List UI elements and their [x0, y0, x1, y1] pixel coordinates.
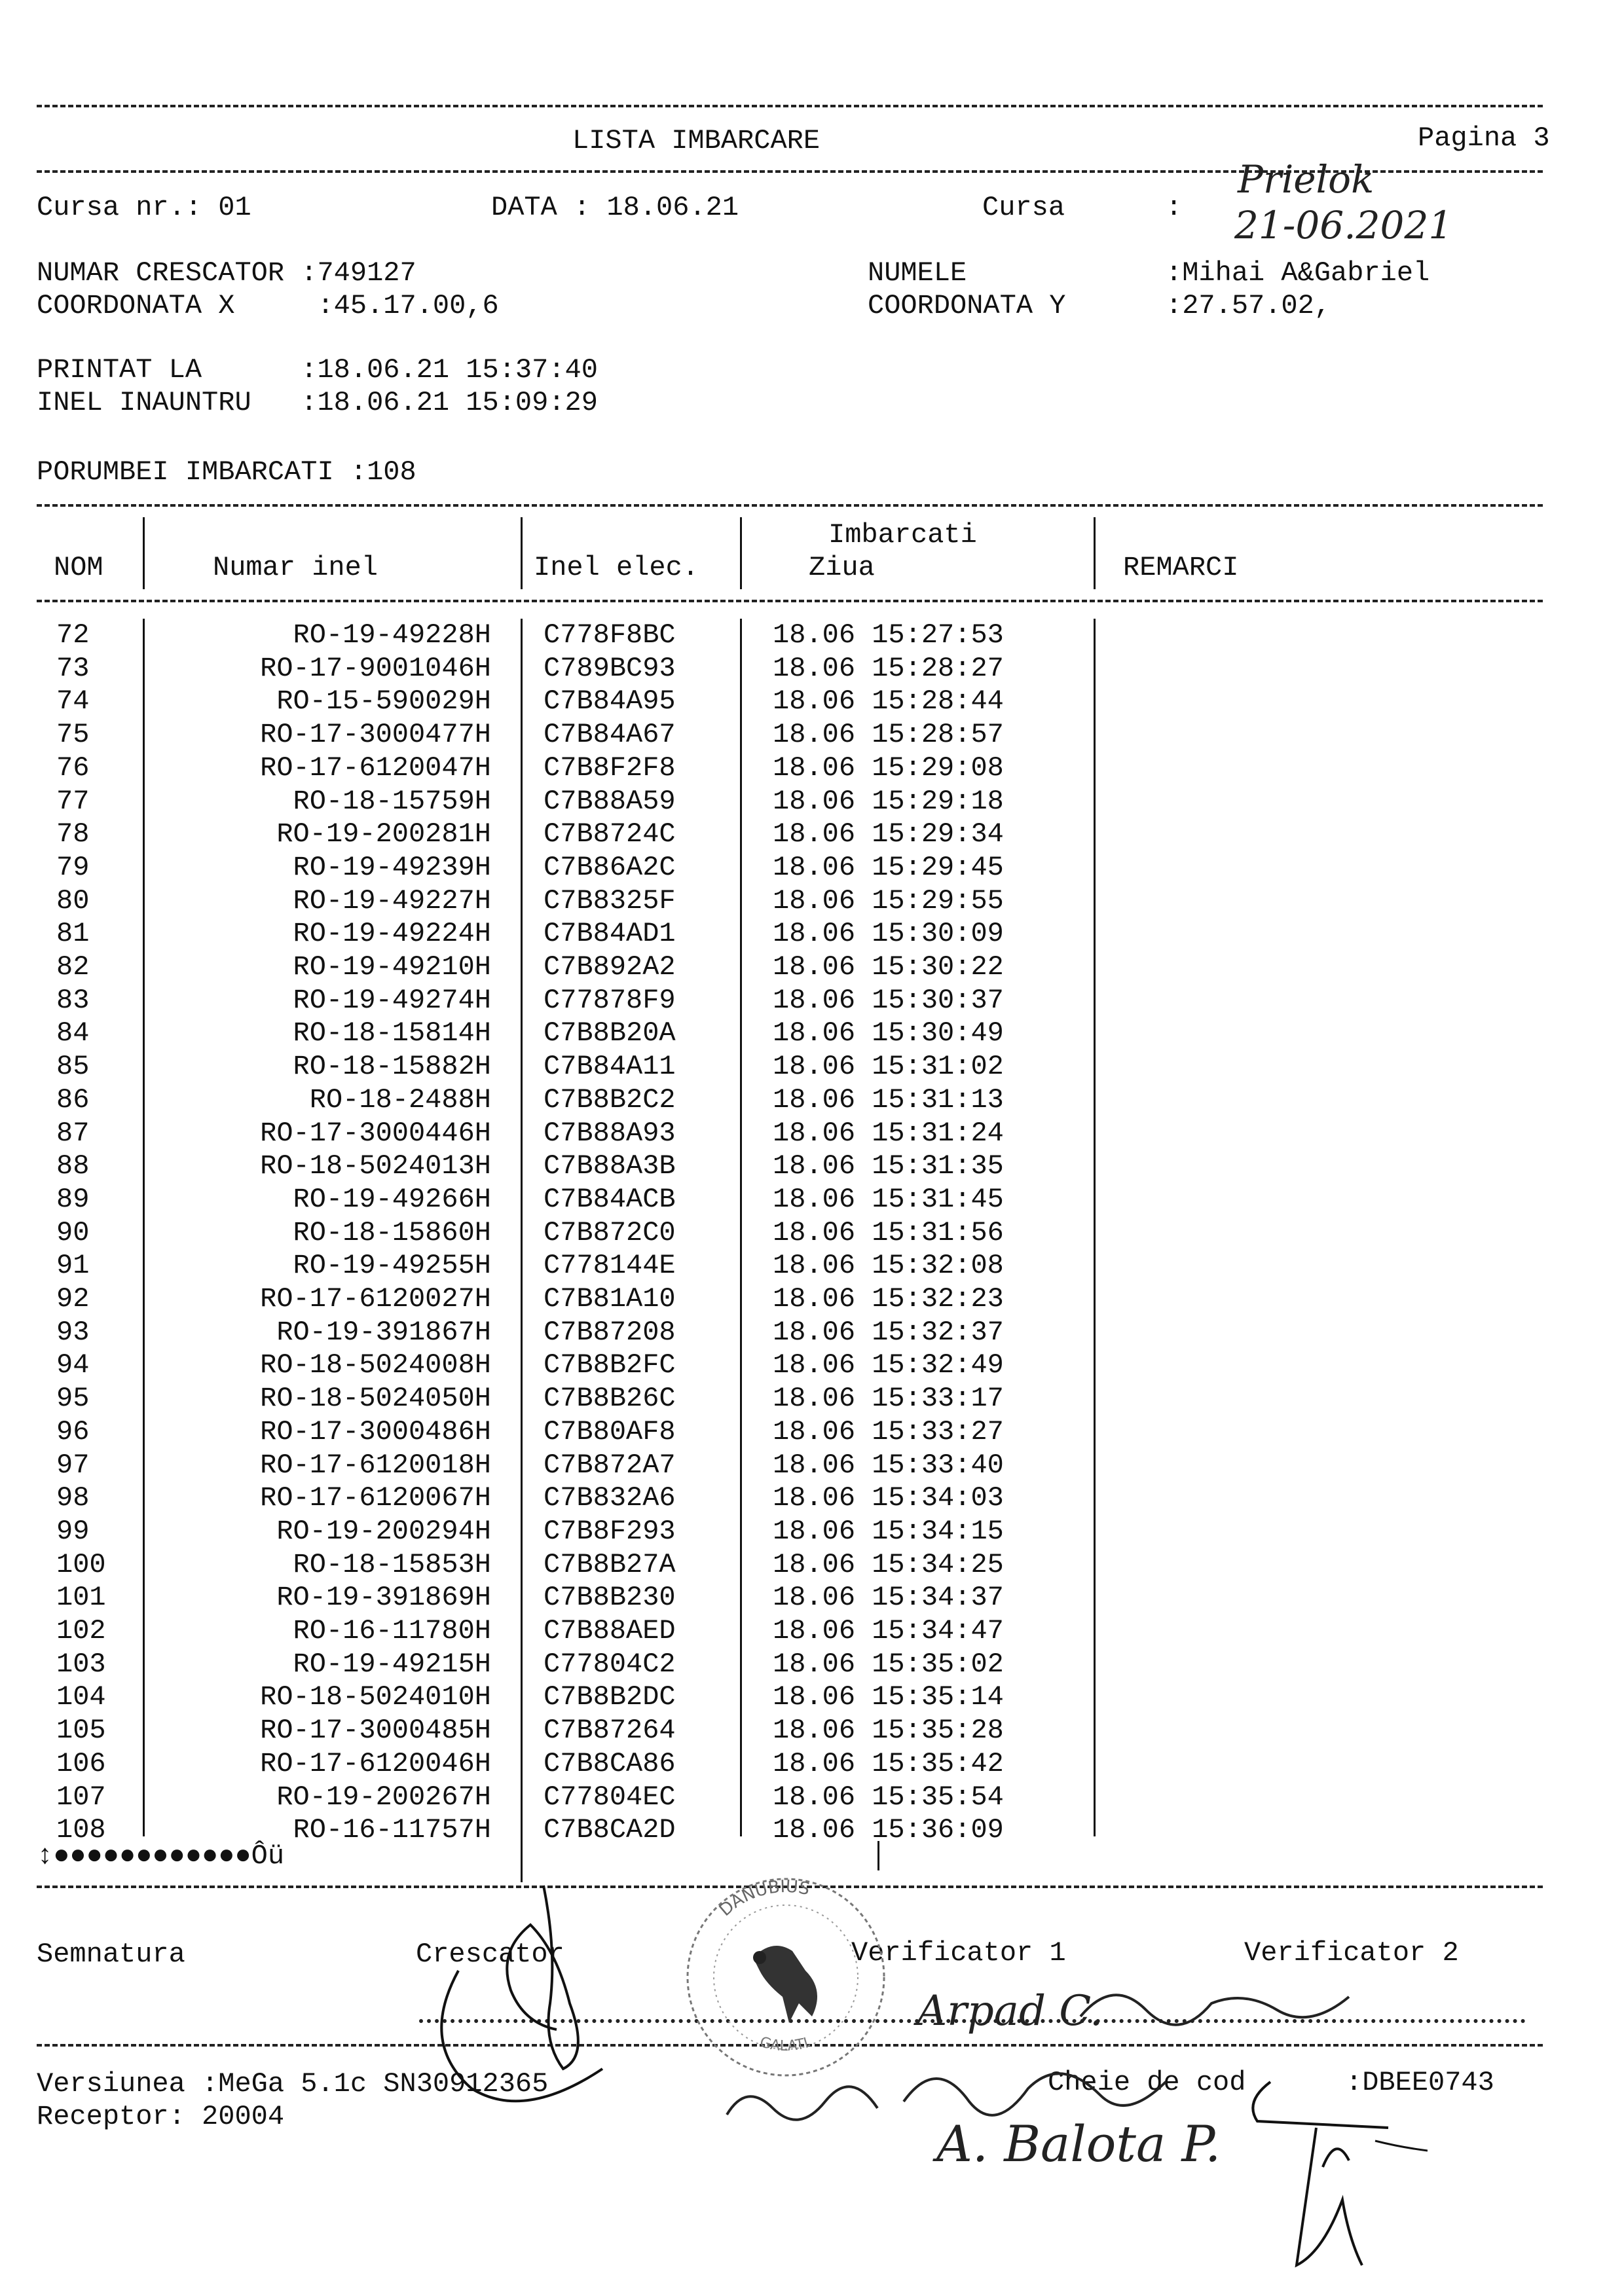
cell-nom: 98: [56, 1482, 90, 1514]
cell-ziua: 18.06 15:29:18: [773, 785, 1004, 817]
cell-nom: 79: [56, 851, 90, 883]
page-title: LISTA IMBARCARE: [572, 125, 821, 156]
cell-ziua: 18.06 15:35:14: [773, 1681, 1004, 1713]
cell-numar-inel: RO-18-15814H: [293, 1017, 491, 1049]
cursa-label: Cursa: [982, 192, 1065, 223]
cell-nom: 108: [56, 1814, 106, 1846]
cell-inel-elec: C7B8B26C: [544, 1383, 676, 1415]
cell-nom: 106: [56, 1747, 106, 1779]
cell-inel-elec: C7B8B2FC: [544, 1349, 676, 1381]
table-row: [0, 685, 1624, 718]
garbled-line: ↕●●●●●●●●●●●●Ôü: [37, 1840, 285, 1872]
cell-nom: 97: [56, 1449, 90, 1481]
cell-inel-elec: C7B8F2F8: [544, 752, 676, 784]
cell-numar-inel: RO-19-49255H: [293, 1250, 491, 1282]
cell-inel-elec: C7B832A6: [544, 1482, 676, 1514]
cell-numar-inel: RO-19-49239H: [293, 851, 491, 883]
cell-ziua: 18.06 15:35:28: [773, 1715, 1004, 1747]
cell-numar-inel: RO-18-5024008H: [260, 1349, 491, 1381]
printed-at: PRINTAT LA :18.06.21 15:37:40: [37, 354, 598, 386]
cell-nom: 72: [56, 619, 90, 651]
cell-ziua: 18.06 15:30:09: [773, 918, 1004, 950]
cursa-date: DATA : 18.06.21: [491, 192, 739, 223]
cell-ziua: 18.06 15:30:22: [773, 951, 1004, 983]
cell-inel-elec: C77804EC: [544, 1781, 676, 1813]
pigeon-count: PORUMBEI IMBARCATI :108: [37, 456, 416, 488]
cell-ziua: 18.06 15:35:54: [773, 1781, 1004, 1813]
cell-numar-inel: RO-19-49224H: [293, 918, 491, 950]
cell-ziua: 18.06 15:33:27: [773, 1415, 1004, 1448]
cell-inel-elec: C7B872A7: [544, 1449, 676, 1481]
cell-nom: 80: [56, 884, 90, 917]
cell-nom: 96: [56, 1415, 90, 1448]
cell-inel-elec: C7B8724C: [544, 818, 676, 850]
cell-ziua: 18.06 15:30:49: [773, 1017, 1004, 1049]
verificator1-label: Verificator 1: [851, 1937, 1066, 1969]
cell-numar-inel: RO-19-200281H: [276, 818, 491, 850]
cell-nom: 81: [56, 918, 90, 950]
table-row: [0, 785, 1624, 818]
table-row: [0, 752, 1624, 785]
table-row: [0, 619, 1624, 652]
table-row: [0, 652, 1624, 685]
cell-numar-inel: RO-17-3000477H: [260, 719, 491, 751]
verificator2-signature: [1231, 2069, 1428, 2278]
cell-inel-elec: C7B88A3B: [544, 1150, 676, 1182]
crescator-label: Crescator: [416, 1939, 564, 1970]
cell-inel-elec: C7B86A2C: [544, 851, 676, 883]
cell-nom: 73: [56, 652, 90, 684]
cell-numar-inel: RO-17-6120027H: [260, 1283, 491, 1315]
stamp-top-text: DANUBIUS: [715, 1876, 812, 1921]
cell-inel-elec: C7B84A11: [544, 1051, 676, 1083]
verificator-scribble: [1074, 1964, 1375, 2043]
cell-inel-elec: C7B88AED: [544, 1615, 676, 1647]
coordinate-y-value: :27.57.02,: [1166, 290, 1331, 321]
cell-numar-inel: RO-19-200267H: [276, 1781, 491, 1813]
header-ziua: Ziua: [809, 552, 875, 583]
cell-ziua: 18.06 15:36:09: [773, 1814, 1004, 1846]
receptor-info: Receptor: 20004: [37, 2101, 285, 2132]
cell-numar-inel: RO-19-49210H: [293, 951, 491, 983]
cell-nom: 84: [56, 1017, 90, 1049]
cell-inel-elec: C7B84A95: [544, 685, 676, 718]
key-value: :DBEE0743: [1346, 2067, 1494, 2098]
cell-ziua: 18.06 15:32:23: [773, 1283, 1004, 1315]
cell-nom: 99: [56, 1515, 90, 1547]
cell-nom: 77: [56, 785, 90, 817]
table-row: [0, 951, 1624, 984]
cell-numar-inel: RO-19-49215H: [293, 1648, 491, 1680]
cell-nom: 82: [56, 951, 90, 983]
breeder-number: NUMAR CRESCATOR :749127: [37, 257, 416, 289]
cell-inel-elec: C7B8F293: [544, 1515, 676, 1547]
cell-ziua: 18.06 15:31:13: [773, 1084, 1004, 1116]
cell-inel-elec: C7B8B27A: [544, 1548, 676, 1580]
cell-nom: 89: [56, 1183, 90, 1215]
breeder-name-label: NUMELE: [868, 257, 967, 289]
table-header-divider: [37, 600, 1543, 602]
cell-inel-elec: C7B84ACB: [544, 1183, 676, 1215]
breeder-name-value: :Mihai A&Gabriel: [1166, 257, 1430, 289]
table-row: [0, 884, 1624, 918]
cell-ziua: 18.06 15:31:02: [773, 1051, 1004, 1083]
cell-ziua: 18.06 15:29:55: [773, 884, 1004, 917]
cell-ziua: 18.06 15:32:49: [773, 1349, 1004, 1381]
table-row: [0, 1548, 1624, 1582]
cell-numar-inel: RO-16-11780H: [293, 1615, 491, 1647]
cell-numar-inel: RO-19-200294H: [276, 1515, 491, 1547]
cell-nom: 87: [56, 1117, 90, 1149]
table-row: [0, 1183, 1624, 1216]
table-row: [0, 1515, 1624, 1548]
table-row: [0, 1747, 1624, 1781]
cell-inel-elec: C7B8325F: [544, 884, 676, 917]
table-row: [0, 1681, 1624, 1714]
cell-ziua: 18.06 15:34:15: [773, 1515, 1004, 1547]
pigeon-icon: [753, 1946, 817, 2023]
table-row: [0, 718, 1624, 752]
cell-numar-inel: RO-17-9001046H: [260, 652, 491, 684]
cell-numar-inel: RO-18-15759H: [293, 785, 491, 817]
cell-inel-elec: C7B84AD1: [544, 918, 676, 950]
table-row: [0, 1614, 1624, 1648]
coordinate-y-label: COORDONATA Y: [868, 290, 1066, 321]
cell-nom: 90: [56, 1216, 90, 1248]
cell-nom: 86: [56, 1084, 90, 1116]
cell-inel-elec: C7B80AF8: [544, 1415, 676, 1448]
signature-name: A. Balota P.: [936, 2115, 1221, 2173]
cell-numar-inel: RO-18-15882H: [293, 1051, 491, 1083]
cell-numar-inel: RO-19-49274H: [293, 984, 491, 1016]
cell-ziua: 18.06 15:34:25: [773, 1548, 1004, 1580]
table-row: [0, 1050, 1624, 1084]
cell-numar-inel: RO-18-15853H: [293, 1548, 491, 1580]
cell-numar-inel: RO-18-5024050H: [260, 1383, 491, 1415]
cell-ziua: 18.06 15:34:37: [773, 1582, 1004, 1614]
table-row: [0, 1316, 1624, 1349]
version-info: Versiunea :MeGa 5.1c SN30912365: [37, 2068, 549, 2100]
cell-numar-inel: RO-17-6120047H: [260, 752, 491, 784]
table-row: [0, 1017, 1624, 1050]
cell-ziua: 18.06 15:29:45: [773, 851, 1004, 883]
cell-inel-elec: C7B84A67: [544, 719, 676, 751]
cell-inel-elec: C7B8B230: [544, 1582, 676, 1614]
cell-ziua: 18.06 15:28:44: [773, 685, 1004, 718]
header-imbarcati: Imbarcati: [828, 519, 977, 551]
cell-nom: 74: [56, 685, 90, 718]
cell-nom: 107: [56, 1781, 106, 1813]
top-divider: [37, 105, 1543, 107]
cell-inel-elec: C7B8CA86: [544, 1747, 676, 1779]
cell-ziua: 18.06 15:31:24: [773, 1117, 1004, 1149]
table-row: [0, 917, 1624, 951]
table-row: [0, 1216, 1624, 1250]
cell-nom: 75: [56, 719, 90, 751]
table-row: [0, 1581, 1624, 1614]
cell-nom: 95: [56, 1383, 90, 1415]
cell-ziua: 18.06 15:27:53: [773, 619, 1004, 651]
cursa-separator: :: [1166, 192, 1183, 223]
verificator-signature: Arpad C.: [917, 1987, 1103, 2035]
cell-inel-elec: C7B8B2DC: [544, 1681, 676, 1713]
cell-inel-elec: C7B88A59: [544, 785, 676, 817]
cell-inel-elec: C7B8B2C2: [544, 1084, 676, 1116]
table-row: [0, 1714, 1624, 1747]
cell-numar-inel: RO-17-3000485H: [260, 1715, 491, 1747]
cell-inel-elec: C7B81A10: [544, 1283, 676, 1315]
header-col-divider: [521, 517, 523, 589]
cursa-number: Cursa nr.: 01: [37, 192, 251, 223]
cell-ziua: 18.06 15:32:08: [773, 1250, 1004, 1282]
cell-nom: 104: [56, 1681, 106, 1713]
table-row: [0, 1283, 1624, 1316]
cell-nom: 102: [56, 1615, 106, 1647]
cell-numar-inel: RO-17-3000486H: [260, 1415, 491, 1448]
header-col-divider: [1094, 517, 1096, 589]
cursa-handwritten-location: Prielok: [1238, 157, 1375, 202]
cell-ziua: 18.06 15:30:37: [773, 984, 1004, 1016]
cell-ziua: 18.06 15:31:56: [773, 1216, 1004, 1248]
cell-ziua: 18.06 15:31:35: [773, 1150, 1004, 1182]
cell-ziua: 18.06 15:34:03: [773, 1482, 1004, 1514]
cell-ziua: 18.06 15:31:45: [773, 1183, 1004, 1215]
table-row: [0, 1150, 1624, 1183]
cell-inel-elec: C778F8BC: [544, 619, 676, 651]
cell-ziua: 18.06 15:28:57: [773, 719, 1004, 751]
table-row: [0, 1415, 1624, 1449]
key-label: Cheie de cod: [1048, 2067, 1246, 2098]
header-nom: NOM: [54, 552, 103, 583]
header-inel-elec: Inel elec.: [534, 552, 699, 583]
header-col-divider: [740, 517, 742, 589]
cell-numar-inel: RO-19-391869H: [276, 1582, 491, 1614]
cell-inel-elec: C7B872C0: [544, 1216, 676, 1248]
signature-label: Semnatura: [37, 1939, 185, 1970]
cell-nom: 100: [56, 1548, 106, 1580]
cell-inel-elec: C789BC93: [544, 652, 676, 684]
header-remarci: REMARCI: [1123, 552, 1239, 583]
cell-ziua: 18.06 15:34:47: [773, 1615, 1004, 1647]
cell-numar-inel: RO-17-6120018H: [260, 1449, 491, 1481]
cell-nom: 85: [56, 1051, 90, 1083]
cell-ziua: 18.06 15:29:08: [773, 752, 1004, 784]
cell-nom: 101: [56, 1582, 106, 1614]
cell-numar-inel: RO-15-590029H: [276, 685, 491, 718]
cell-inel-elec: C7B8B20A: [544, 1017, 676, 1049]
cell-nom: 94: [56, 1349, 90, 1381]
cell-numar-inel: RO-17-3000446H: [260, 1117, 491, 1149]
cell-numar-inel: RO-18-2488H: [309, 1084, 491, 1116]
cell-nom: 83: [56, 984, 90, 1016]
coordinate-x: COORDONATA X :45.17.00,6: [37, 290, 499, 321]
cell-nom: 76: [56, 752, 90, 784]
cell-numar-inel: RO-19-49227H: [293, 884, 491, 917]
table-top-divider: [37, 504, 1543, 507]
cursa-handwritten-date: 21-06.2021: [1234, 203, 1453, 247]
cell-nom: 78: [56, 818, 90, 850]
cell-inel-elec: C77804C2: [544, 1648, 676, 1680]
cell-ziua: 18.06 15:35:02: [773, 1648, 1004, 1680]
cell-ziua: 18.06 15:28:27: [773, 652, 1004, 684]
cell-nom: 88: [56, 1150, 90, 1182]
cell-numar-inel: RO-19-49266H: [293, 1183, 491, 1215]
table-row: [0, 1117, 1624, 1150]
cell-inel-elec: C7B88A93: [544, 1117, 676, 1149]
cell-numar-inel: RO-16-11757H: [293, 1814, 491, 1846]
stamp-bottom-text: GALATI: [758, 2033, 811, 2055]
cell-ziua: 18.06 15:35:42: [773, 1747, 1004, 1779]
table-row: [0, 1781, 1624, 1814]
cell-ziua: 18.06 15:32:37: [773, 1316, 1004, 1348]
verificator2-label: Verificator 2: [1244, 1937, 1459, 1969]
cell-nom: 92: [56, 1283, 90, 1315]
cell-numar-inel: RO-18-5024010H: [260, 1681, 491, 1713]
cell-numar-inel: RO-18-5024013H: [260, 1150, 491, 1182]
cell-inel-elec: C7B87264: [544, 1715, 676, 1747]
cell-nom: 103: [56, 1648, 106, 1680]
cell-numar-inel: RO-19-49228H: [293, 619, 491, 651]
page-number: Pagina 3: [1418, 122, 1550, 154]
table-row: [0, 1349, 1624, 1382]
cell-inel-elec: C778144E: [544, 1250, 676, 1282]
crescator-signature: [393, 1872, 668, 2147]
table-row: [0, 1648, 1624, 1681]
table-row: [0, 818, 1624, 851]
cell-nom: 91: [56, 1250, 90, 1282]
cell-inel-elec: C7B8CA2D: [544, 1814, 676, 1846]
cell-numar-inel: RO-19-391867H: [276, 1316, 491, 1348]
cell-nom: 93: [56, 1316, 90, 1348]
cell-numar-inel: RO-18-15860H: [293, 1216, 491, 1248]
table-row: [0, 1249, 1624, 1283]
cell-numar-inel: RO-17-6120067H: [260, 1482, 491, 1514]
header-numar-inel: Numar inel: [213, 552, 378, 583]
ring-inside: INEL INAUNTRU :18.06.21 15:09:29: [37, 387, 598, 418]
table-row: [0, 1382, 1624, 1415]
table-row: [0, 1449, 1624, 1482]
table-row: [0, 984, 1624, 1017]
table-row: [0, 851, 1624, 884]
cell-ziua: 18.06 15:33:17: [773, 1383, 1004, 1415]
cell-inel-elec: C7B87208: [544, 1316, 676, 1348]
cell-numar-inel: RO-17-6120046H: [260, 1747, 491, 1779]
cell-inel-elec: C7B892A2: [544, 951, 676, 983]
table-row: [0, 1084, 1624, 1117]
cell-ziua: 18.06 15:33:40: [773, 1449, 1004, 1481]
header-col-divider: [143, 517, 145, 589]
cell-nom: 105: [56, 1715, 106, 1747]
cell-ziua: 18.06 15:29:34: [773, 818, 1004, 850]
cell-inel-elec: C77878F9: [544, 984, 676, 1016]
table-row: [0, 1482, 1624, 1515]
